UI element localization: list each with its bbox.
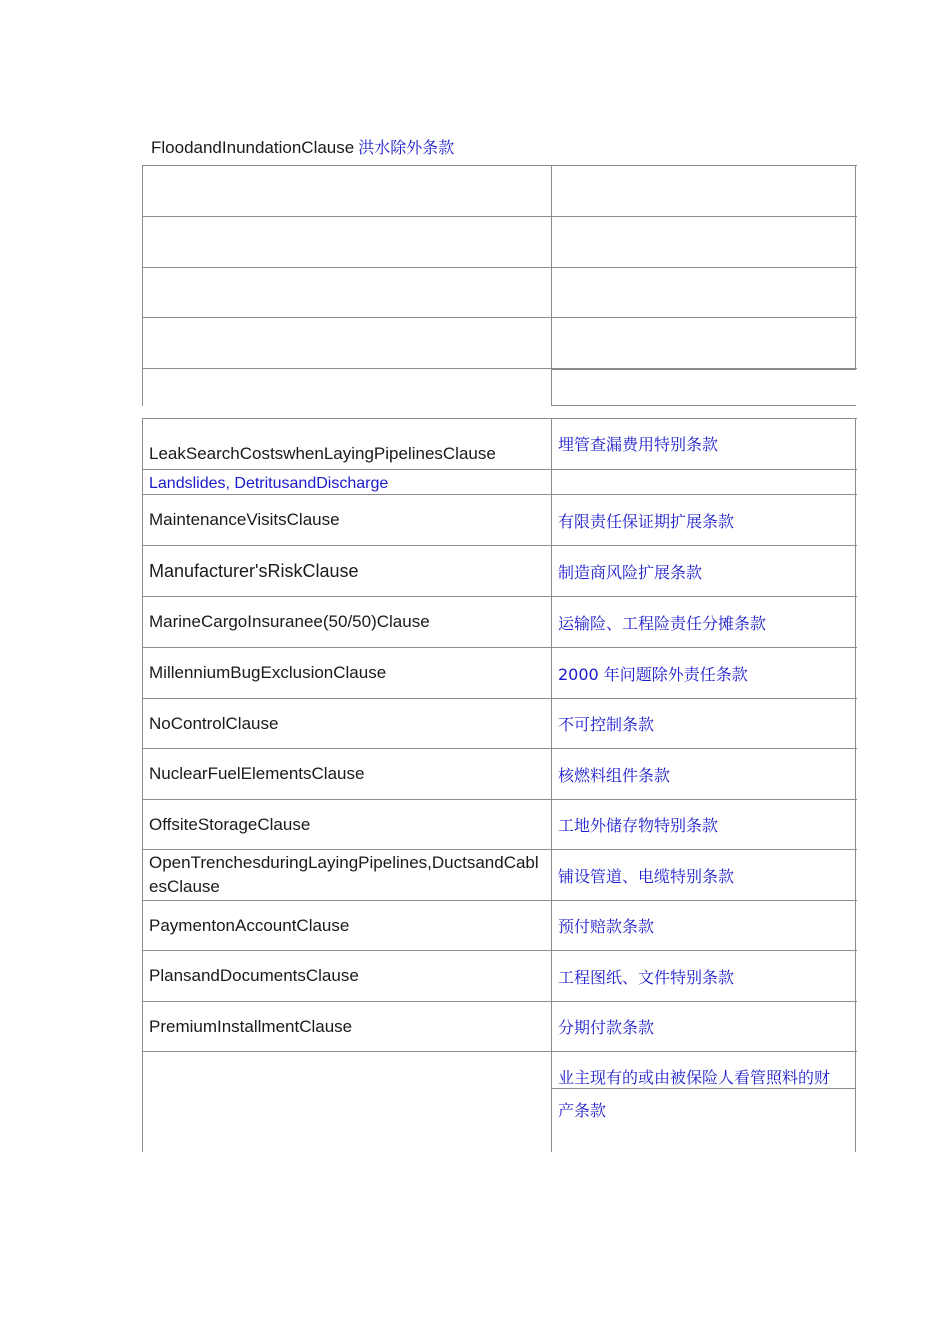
clause-name: PremiumInstallmentClause — [143, 1002, 552, 1051]
table-row — [143, 470, 857, 495]
table-row — [143, 699, 857, 749]
page-heading — [151, 135, 454, 158]
clause-name: PlansandDocumentsClause — [143, 951, 552, 1001]
clause-translation: 制造商风险扩展条款 — [552, 546, 856, 596]
clause-name: LeakSearchCostswhenLayingPipelinesClause — [143, 419, 552, 469]
table-row — [143, 1052, 857, 1152]
table-row — [143, 419, 857, 470]
clause-translation: 核燃料组件条款 — [552, 749, 856, 799]
clause-name: Landslides, DetritusandDischarge — [143, 470, 552, 494]
translation-line: 产条款 — [558, 1100, 607, 1120]
table-row — [143, 268, 857, 318]
clause-translation: 工地外储存物特别条款 — [552, 800, 856, 849]
table-row — [143, 1002, 857, 1052]
table-row — [143, 951, 857, 1002]
clause-translation: 分期付款条款 — [552, 1002, 856, 1051]
table-row — [143, 648, 857, 699]
table-row — [143, 800, 857, 850]
clause-name: Manufacturer'sRiskClause — [143, 546, 552, 596]
table-cell — [552, 166, 856, 216]
table-cell — [143, 166, 552, 216]
table-row — [143, 901, 857, 951]
clause-translation: 不可控制条款 — [552, 699, 856, 748]
clause-name: PaymentonAccountClause — [143, 901, 552, 950]
table-cell — [552, 318, 856, 368]
clause-name: MaintenanceVisitsClause — [143, 495, 552, 545]
clause-translation — [552, 1052, 856, 1152]
table-row — [143, 495, 857, 546]
clause-name: OpenTrenchesduringLayingPipelines,DuctsandCablesClause — [143, 850, 552, 900]
clause-translation: 埋管查漏费用特别条款 — [552, 419, 856, 469]
table-row — [143, 166, 857, 217]
clause-translation: 铺设管道、电缆特别条款 — [552, 850, 856, 900]
table-row — [143, 749, 857, 800]
table-row — [143, 597, 857, 648]
clause-name: NuclearFuelElementsClause — [143, 749, 552, 799]
clause-name: OffsiteStorageClause — [143, 800, 552, 849]
table-cell — [143, 369, 552, 406]
table-cell — [143, 217, 552, 267]
clause-name: MillenniumBugExclusionClause — [143, 648, 552, 698]
clause-translation — [552, 470, 856, 494]
table-cell — [552, 217, 856, 267]
table-cell — [552, 268, 856, 317]
table-row — [143, 546, 857, 597]
clause-name: MarineCargoInsuranee(50/50)Clause — [143, 597, 552, 647]
clause-name: NoControlClause — [143, 699, 552, 748]
table-row — [143, 318, 857, 369]
clause-name — [143, 1052, 552, 1152]
table-row — [143, 369, 857, 406]
translation-line: 业主现有的或由被保险人看管照料的财 — [552, 1052, 855, 1089]
table-cell — [552, 369, 856, 406]
table-cell — [143, 268, 552, 317]
table-row — [143, 850, 857, 901]
clause-translation: 有限责任保证期扩展条款 — [552, 495, 856, 545]
table-row — [143, 217, 857, 268]
clause-table — [142, 418, 857, 1152]
clause-translation: 工程图纸、文件特别条款 — [552, 951, 856, 1001]
clause-translation: 运输险、工程险责任分摊条款 — [552, 597, 856, 647]
table-cell — [143, 318, 552, 368]
clause-translation: 预付赔款条款 — [552, 901, 856, 950]
heading-english: FloodandInundationClause — [151, 138, 355, 157]
empty-table — [142, 165, 857, 406]
clause-translation: 2000 年问题除外责任条款 — [552, 648, 856, 698]
heading-chinese: 洪水除外条款 — [358, 138, 455, 157]
